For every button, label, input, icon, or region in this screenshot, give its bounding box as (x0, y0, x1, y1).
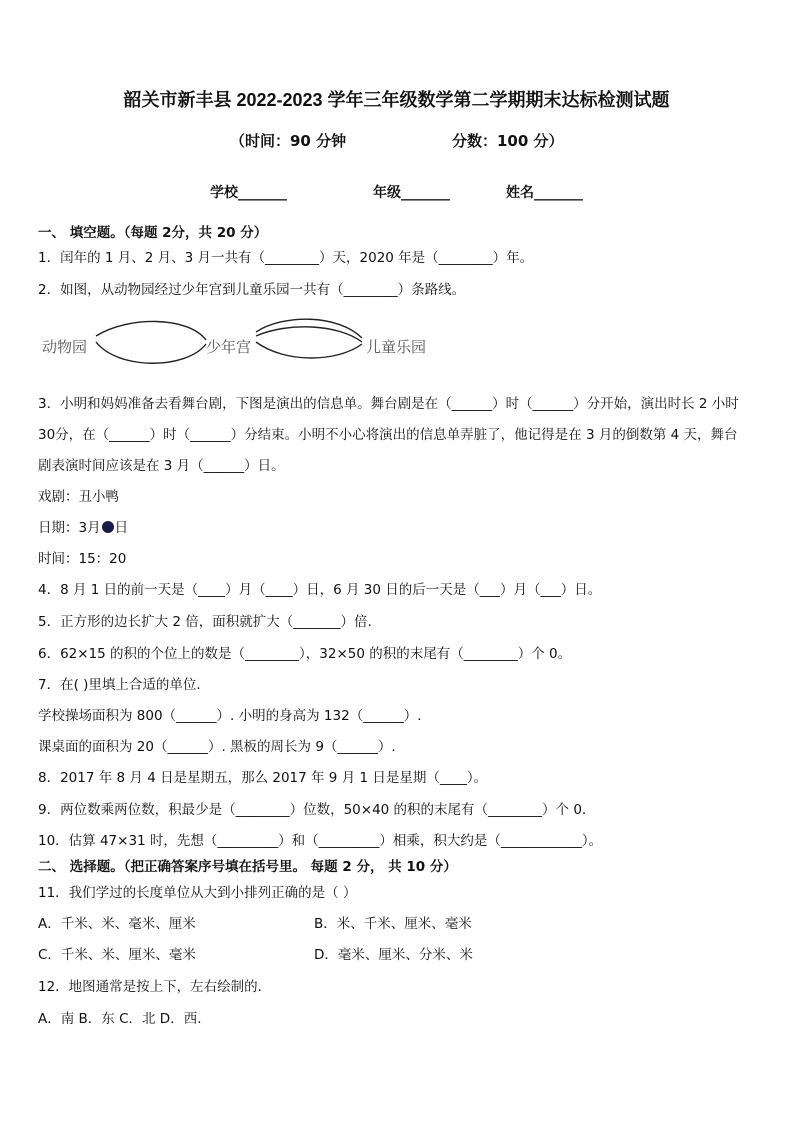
section-1-heading: 一、 填空题。（每题 2分，共 20 分） (38, 225, 268, 241)
school-field: 学校_______ (210, 185, 287, 201)
info-date-suffix: 日 (114, 520, 129, 536)
question-11-option-a: A．千米、米、毫米、厘米 (38, 916, 196, 932)
question-5: 5．正方形的边长扩大 2 倍，面积就扩大（_______）倍. (38, 614, 372, 630)
question-3-line-3: 剧表演时间应该是在 3 月（______）日。 (38, 458, 285, 474)
question-12: 12．地图通常是按上下，左右绘制的. (38, 979, 262, 995)
section-2-heading: 二、 选择题。（把正确答案序号填在括号里。 每题 2 分， 共 10 分） (38, 859, 457, 875)
route-palace-park-lower (256, 342, 362, 358)
info-time: 时间：15：20 (38, 551, 127, 567)
question-10: 10．估算 47×31 时，先想（_________）和（_________）相乘，积大约是（____________）。 (38, 833, 603, 849)
question-3-line-2: 30分，在（______）时（______）分结束。小明不小心将演出的信息单弄脏了，他记得是在 3 月的倒数第 4 天，舞台 (38, 427, 738, 443)
ink-blot-icon (102, 521, 114, 533)
route-diagram (38, 312, 458, 374)
question-9: 9．两位数乘两位数，积最少是（________）位数，50×40 的积的末尾有（________）个 0. (38, 802, 587, 818)
info-date (38, 519, 128, 537)
question-7b: 课桌面的面积为 20（______）. 黑板的周长为 9（______）. (38, 739, 396, 755)
question-12-options: A．南 B．东 C．北 D．西. (38, 1011, 202, 1027)
name-field: 姓名_______ (506, 185, 583, 201)
question-3-line-1: 3．小明和妈妈准备去看舞台剧，下图是演出的信息单。舞台剧是在（______）时（______）分开始，演出时长 2 小时 (38, 396, 739, 412)
route-palace-park-middle (256, 327, 362, 342)
question-11-option-b: B．米、千米、厘米、毫米 (314, 916, 472, 932)
childrens-park-label: 儿童乐园 (366, 338, 427, 356)
zoo-label: 动物园 (42, 338, 88, 356)
question-11-option-c: C．千米、米、厘米、毫米 (38, 947, 196, 963)
info-play: 戏剧：丑小鸭 (38, 489, 119, 505)
exam-score: 分数：100 分） (452, 132, 564, 150)
route-zoo-palace-lower (96, 342, 206, 363)
route-palace-park-outer (256, 319, 362, 338)
route-zoo-palace-upper (96, 321, 206, 340)
exam-title: 韶关市新丰县 2022-2023 学年三年级数学第二学期期末达标检测试题 (123, 90, 670, 110)
question-11-option-d: D．毫米、厘米、分米、米 (314, 947, 473, 963)
question-11: 11．我们学过的长度单位从大到小排列正确的是（ ） (38, 885, 357, 901)
question-4: 4．8 月 1 日的前一天是（____）月（____）日，6 月 30 日的后一天是（___）月（___）日。 (38, 582, 602, 598)
info-date-prefix: 日期：3月 (38, 520, 101, 536)
exam-time: （时间：90 分钟 (230, 132, 347, 150)
question-8: 8．2017 年 8 月 4 日是星期五，那么 2017 年 9 月 1 日是星期（____）。 (38, 770, 488, 786)
question-6: 6．62×15 的积的个位上的数是（________），32×50 的积的末尾有（________）个 0。 (38, 646, 572, 662)
question-7a: 学校操场面积为 800（______）. 小明的身高为 132（______）. (38, 708, 422, 724)
question-2: 2．如图，从动物园经过少年宫到儿童乐园一共有（________）条路线。 (38, 282, 466, 298)
question-7: 7．在( )里填上合适的单位. (38, 677, 201, 693)
grade-field: 年级_______ (373, 185, 450, 201)
youth-palace-label: 少年宫 (206, 338, 252, 356)
question-1: 1．闰年的 1 月、2 月、3 月一共有（________）天，2020 年是（________）年。 (38, 250, 534, 266)
